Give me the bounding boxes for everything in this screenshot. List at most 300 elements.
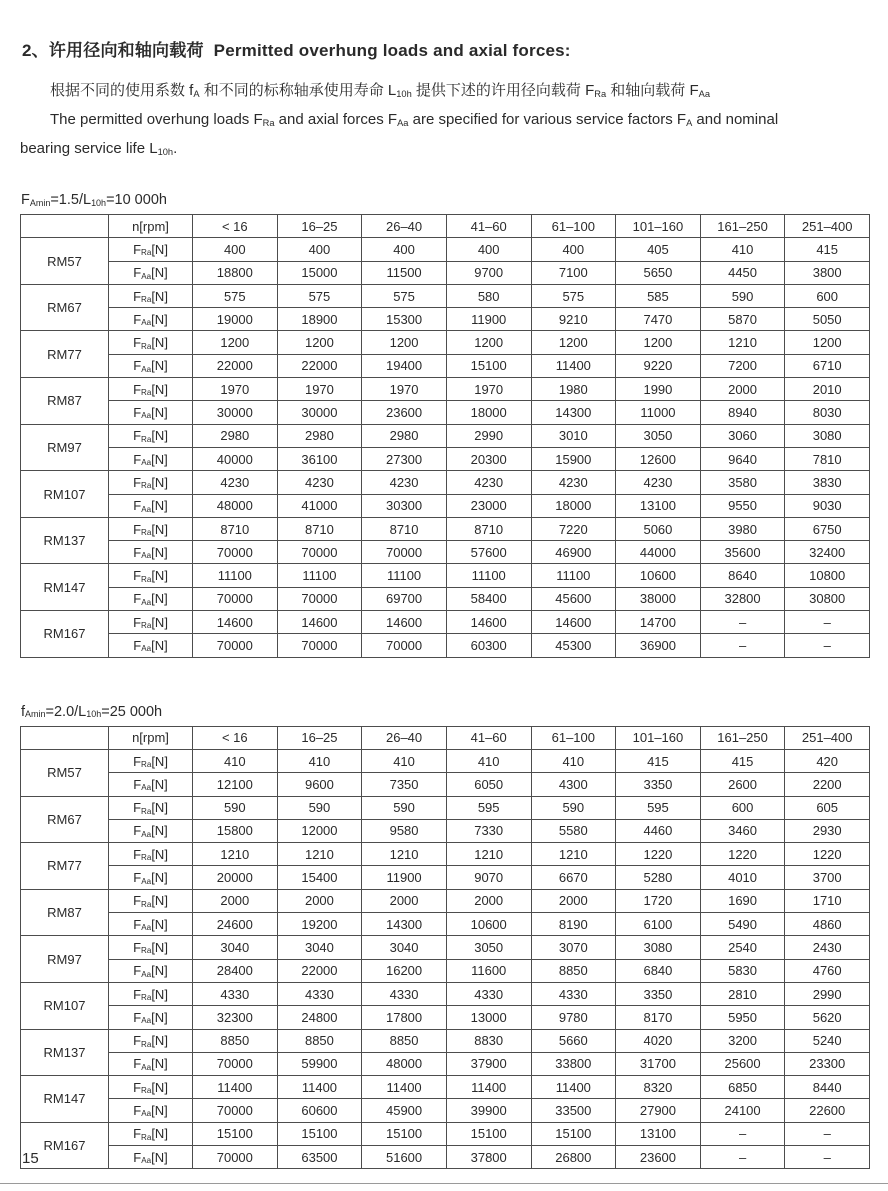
fra-value-cell: 1720 [616,889,701,912]
faa-value-cell: 9640 [700,447,785,470]
faa-value-cell: 15100 [446,354,531,377]
fra-value-cell: 8850 [277,1029,362,1052]
fra-value-cell: 3060 [700,424,785,447]
column-header: 26–40 [362,726,447,749]
page-title-zh: 2、许用径向和轴向载荷 [22,41,204,60]
faa-value-cell: 27300 [362,447,447,470]
faa-value-cell: 4450 [700,261,785,284]
fra-value-cell: 7220 [531,517,616,540]
fra-value-cell: – [785,1122,870,1145]
fra-value-cell: 3080 [616,936,701,959]
faa-value-cell: 8940 [700,401,785,424]
column-header: 161–250 [700,726,785,749]
faa-value-cell: 23300 [785,1052,870,1075]
fra-value-cell: 4330 [446,982,531,1005]
page-title-en: Permitted overhung loads and axial forces: [213,41,571,60]
fra-value-cell: 15100 [277,1122,362,1145]
faa-value-cell: 19000 [193,308,278,331]
fra-value-cell: 3040 [362,936,447,959]
fra-value-cell: 1710 [785,889,870,912]
fra-value-cell: 14700 [616,611,701,634]
fra-value-cell: 8710 [193,517,278,540]
column-header: < 16 [193,726,278,749]
faa-value-cell: 25600 [700,1052,785,1075]
faa-value-cell: 26800 [531,1145,616,1168]
table-row-fra [21,982,870,1005]
column-header: 16–25 [277,726,362,749]
faa-value-cell: 3800 [785,261,870,284]
fra-value-cell: 13100 [616,1122,701,1145]
faa-value-cell: 70000 [277,587,362,610]
faa-value-cell: 17800 [362,1006,447,1029]
model-cell: RM67 [21,796,109,843]
fra-value-cell: 1200 [277,331,362,354]
faa-value-cell: 3460 [700,819,785,842]
faa-row-label: $F_{Aa}[N]$ [109,261,193,284]
faa-value-cell: 19200 [277,913,362,936]
fra-row-label: $F_{Ra}[N]$ [109,1122,193,1145]
faa-value-cell: 36900 [616,634,701,657]
fra-row-label: $F_{Ra}[N]$ [109,284,193,307]
fra-value-cell: 1210 [277,843,362,866]
faa-value-cell: 6670 [531,866,616,889]
faa-value-cell: 10600 [446,913,531,936]
footer-rule [0,1183,888,1184]
table-row-faa [21,866,870,889]
fra-value-cell: – [785,611,870,634]
faa-value-cell: 22000 [193,354,278,377]
faa-value-cell: 8190 [531,913,616,936]
faa-row-label: $F_{Aa}[N]$ [109,773,193,796]
table-row-faa [21,1145,870,1168]
faa-value-cell: 31700 [616,1052,701,1075]
faa-value-cell: 46900 [531,541,616,564]
table-row-faa [21,773,870,796]
fra-value-cell: 11400 [277,1076,362,1099]
fra-value-cell: 4230 [277,471,362,494]
faa-value-cell: 40000 [193,447,278,470]
fra-value-cell: 4230 [193,471,278,494]
table-row-faa [21,634,870,657]
fra-value-cell: 585 [616,284,701,307]
fra-value-cell: 415 [785,238,870,261]
faa-value-cell: 32300 [193,1006,278,1029]
faa-value-cell: 11400 [531,354,616,377]
column-header: 101–160 [616,726,701,749]
faa-value-cell: 59900 [277,1052,362,1075]
fra-value-cell: 2990 [785,982,870,1005]
table-row-faa [21,354,870,377]
fra-value-cell: 590 [700,284,785,307]
fra-row-label: $F_{Ra}[N]$ [109,331,193,354]
fra-value-cell: 1200 [362,331,447,354]
faa-value-cell: 5830 [700,959,785,982]
faa-value-cell: 4860 [785,913,870,936]
table-row-fra [21,238,870,261]
fra-value-cell: 415 [700,749,785,772]
faa-value-cell: 4010 [700,866,785,889]
fra-value-cell: 10800 [785,564,870,587]
fra-value-cell: 11400 [531,1076,616,1099]
column-header: 161–250 [700,215,785,238]
column-header: 26–40 [362,215,447,238]
faa-value-cell: 38000 [616,587,701,610]
fra-value-cell: 575 [531,284,616,307]
faa-value-cell: 9600 [277,773,362,796]
table-row-faa [21,261,870,284]
faa-row-label: $F_{Aa}[N]$ [109,1052,193,1075]
fra-value-cell: 14600 [446,611,531,634]
table-row-faa [21,1052,870,1075]
faa-value-cell: 2200 [785,773,870,796]
model-cell: RM167 [21,611,109,658]
table-row-fra [21,749,870,772]
fra-value-cell: 4020 [616,1029,701,1052]
faa-row-label: $F_{Aa}[N]$ [109,587,193,610]
fra-value-cell: 8850 [362,1029,447,1052]
faa-value-cell: 22000 [277,354,362,377]
faa-value-cell: 70000 [193,587,278,610]
faa-value-cell: 14300 [362,913,447,936]
model-cell: RM77 [21,843,109,890]
faa-value-cell: 9220 [616,354,701,377]
faa-value-cell: 7200 [700,354,785,377]
faa-value-cell: 70000 [362,541,447,564]
load-table [20,726,870,1170]
fra-value-cell: 11100 [362,564,447,587]
fra-value-cell: 575 [277,284,362,307]
faa-value-cell: 18000 [531,494,616,517]
corner-cell [21,726,109,749]
faa-value-cell: 18800 [193,261,278,284]
faa-value-cell: 36100 [277,447,362,470]
fra-value-cell: 1200 [785,331,870,354]
column-header: n[rpm] [109,215,193,238]
model-cell: RM57 [21,749,109,796]
table-row-fra [21,517,870,540]
column-header: 41–60 [446,726,531,749]
table-row-fra [21,1029,870,1052]
fra-value-cell: 1210 [700,331,785,354]
table-row-fra [21,796,870,819]
faa-value-cell: 7100 [531,261,616,284]
model-cell: RM67 [21,284,109,331]
fra-value-cell: 3070 [531,936,616,959]
fra-value-cell: 3580 [700,471,785,494]
faa-value-cell: 3700 [785,866,870,889]
faa-row-label: $F_{Aa}[N]$ [109,913,193,936]
fra-value-cell: 580 [446,284,531,307]
model-cell: RM107 [21,471,109,518]
fra-value-cell: 11400 [193,1076,278,1099]
table-row-fra [21,424,870,447]
faa-value-cell: 70000 [277,541,362,564]
fra-value-cell: 5660 [531,1029,616,1052]
fra-value-cell: 11100 [446,564,531,587]
faa-value-cell: 15900 [531,447,616,470]
faa-value-cell: 13100 [616,494,701,517]
fra-value-cell: 10600 [616,564,701,587]
fra-value-cell: 410 [446,749,531,772]
faa-value-cell: 63500 [277,1145,362,1168]
model-cell: RM107 [21,982,109,1029]
faa-value-cell: 39900 [446,1099,531,1122]
table-header-row [21,726,870,749]
faa-value-cell: 18900 [277,308,362,331]
model-cell: RM167 [21,1122,109,1169]
faa-value-cell: 32400 [785,541,870,564]
faa-value-cell: 70000 [193,634,278,657]
fra-value-cell: 600 [785,284,870,307]
fra-value-cell: 590 [362,796,447,819]
fra-value-cell: 15100 [531,1122,616,1145]
load-table [20,214,870,658]
faa-value-cell: 7350 [362,773,447,796]
fra-value-cell: 1970 [446,378,531,401]
fra-value-cell: 11400 [446,1076,531,1099]
fra-value-cell: 410 [362,749,447,772]
faa-value-cell: 58400 [446,587,531,610]
fra-value-cell: 415 [616,749,701,772]
fra-value-cell: 2990 [446,424,531,447]
page-number: 15 [22,1150,39,1167]
faa-value-cell: 24600 [193,913,278,936]
fra-value-cell: 4230 [531,471,616,494]
faa-value-cell: 22600 [785,1099,870,1122]
table-1-container [20,214,870,658]
table-row-faa [21,1006,870,1029]
fra-value-cell: 8710 [277,517,362,540]
fra-value-cell: 410 [277,749,362,772]
faa-value-cell: 22000 [277,959,362,982]
fra-row-label: $F_{Ra}[N]$ [109,796,193,819]
faa-value-cell: 5490 [700,913,785,936]
faa-value-cell: 48000 [193,494,278,517]
fra-row-label: $F_{Ra}[N]$ [109,517,193,540]
faa-value-cell: 2600 [700,773,785,796]
fra-row-label: $F_{Ra}[N]$ [109,1029,193,1052]
fra-value-cell: 4330 [531,982,616,1005]
fra-value-cell: 1200 [616,331,701,354]
table-2-container [20,726,870,1170]
fra-value-cell: 2000 [700,378,785,401]
fra-value-cell: 1690 [700,889,785,912]
fra-value-cell: – [700,611,785,634]
fra-value-cell: 14600 [277,611,362,634]
faa-value-cell: 69700 [362,587,447,610]
faa-value-cell: 23000 [446,494,531,517]
fra-value-cell: 2980 [362,424,447,447]
fra-value-cell: 590 [193,796,278,819]
faa-value-cell: 11000 [616,401,701,424]
faa-value-cell: 51600 [362,1145,447,1168]
intro-paragraph-en-line1: The permitted overhung loads $F_{Ra}$ and axial forces $F_{Aa}$ are specified for various service factors $F_A$ and nominal [50,111,779,128]
fra-value-cell: 3050 [616,424,701,447]
fra-value-cell: 8320 [616,1076,701,1099]
faa-value-cell: 15000 [277,261,362,284]
faa-value-cell: 41000 [277,494,362,517]
faa-value-cell: 48000 [362,1052,447,1075]
fra-value-cell: 14600 [362,611,447,634]
column-header: 41–60 [446,215,531,238]
faa-value-cell: – [700,634,785,657]
faa-value-cell: 11900 [446,308,531,331]
faa-value-cell: 30000 [277,401,362,424]
faa-value-cell: 3350 [616,773,701,796]
fra-value-cell: 400 [446,238,531,261]
table-row-fra [21,564,870,587]
faa-value-cell: 45900 [362,1099,447,1122]
faa-value-cell: 9780 [531,1006,616,1029]
faa-value-cell: 7810 [785,447,870,470]
fra-value-cell: 405 [616,238,701,261]
faa-value-cell: 9550 [700,494,785,517]
faa-row-label: $F_{Aa}[N]$ [109,866,193,889]
intro-paragraph-en-line2: bearing service life $L_{10h}$. [20,140,178,157]
faa-value-cell: 33800 [531,1052,616,1075]
fra-value-cell: 8710 [362,517,447,540]
faa-value-cell: 7470 [616,308,701,331]
column-header: 101–160 [616,215,701,238]
table-row-faa [21,913,870,936]
faa-row-label: $F_{Aa}[N]$ [109,1145,193,1168]
fra-value-cell: 1220 [785,843,870,866]
fra-value-cell: 6750 [785,517,870,540]
faa-value-cell: 5650 [616,261,701,284]
fra-row-label: $F_{Ra}[N]$ [109,1076,193,1099]
fra-value-cell: 8850 [193,1029,278,1052]
fra-value-cell: 8440 [785,1076,870,1099]
table-row-fra [21,284,870,307]
column-header: 251–400 [785,215,870,238]
faa-value-cell: 5050 [785,308,870,331]
fra-value-cell: 3010 [531,424,616,447]
table-row-faa [21,587,870,610]
column-header: 251–400 [785,726,870,749]
fra-value-cell: 1200 [531,331,616,354]
fra-value-cell: 590 [277,796,362,819]
model-cell: RM147 [21,564,109,611]
faa-value-cell: – [785,1145,870,1168]
column-header: < 16 [193,215,278,238]
table-row-faa [21,819,870,842]
fra-value-cell: 4230 [616,471,701,494]
faa-value-cell: 6710 [785,354,870,377]
fra-value-cell: 2980 [193,424,278,447]
fra-value-cell: 3200 [700,1029,785,1052]
faa-value-cell: 27900 [616,1099,701,1122]
faa-value-cell: 6840 [616,959,701,982]
faa-value-cell: 19400 [362,354,447,377]
faa-value-cell: 18000 [446,401,531,424]
fra-value-cell: 15100 [193,1122,278,1145]
faa-value-cell: – [700,1145,785,1168]
fra-value-cell: 595 [616,796,701,819]
faa-value-cell: 11500 [362,261,447,284]
fra-value-cell: 1200 [193,331,278,354]
table-row-faa [21,494,870,517]
model-cell: RM137 [21,517,109,564]
faa-value-cell: 70000 [193,541,278,564]
model-cell: RM97 [21,936,109,983]
faa-value-cell: 60300 [446,634,531,657]
faa-value-cell: 12100 [193,773,278,796]
faa-row-label: $F_{Aa}[N]$ [109,308,193,331]
faa-value-cell: 4300 [531,773,616,796]
fra-value-cell: 1990 [616,378,701,401]
column-header: 61–100 [531,215,616,238]
table-row-fra [21,1122,870,1145]
fra-row-label: $F_{Ra}[N]$ [109,936,193,959]
fra-row-label: $F_{Ra}[N]$ [109,564,193,587]
fra-value-cell: 1210 [531,843,616,866]
faa-value-cell: 9030 [785,494,870,517]
fra-value-cell: 14600 [193,611,278,634]
faa-row-label: $F_{Aa}[N]$ [109,354,193,377]
faa-value-cell: 45300 [531,634,616,657]
faa-value-cell: 11600 [446,959,531,982]
faa-value-cell: 32800 [700,587,785,610]
fra-value-cell: 2000 [531,889,616,912]
faa-value-cell: 9210 [531,308,616,331]
faa-row-label: $F_{Aa}[N]$ [109,401,193,424]
column-header: 16–25 [277,215,362,238]
faa-row-label: $F_{Aa}[N]$ [109,959,193,982]
table-row-faa [21,308,870,331]
faa-row-label: $F_{Aa}[N]$ [109,447,193,470]
faa-row-label: $F_{Aa}[N]$ [109,634,193,657]
fra-value-cell: 575 [193,284,278,307]
page-title [22,36,870,61]
faa-value-cell: 37800 [446,1145,531,1168]
faa-value-cell: 14300 [531,401,616,424]
fra-row-label: $F_{Ra}[N]$ [109,238,193,261]
faa-value-cell: 70000 [193,1099,278,1122]
table-row-faa [21,401,870,424]
faa-row-label: $F_{Aa}[N]$ [109,494,193,517]
table-row-fra [21,331,870,354]
faa-row-label: $F_{Aa}[N]$ [109,819,193,842]
column-header: n[rpm] [109,726,193,749]
fra-value-cell: 1210 [193,843,278,866]
fra-value-cell: 1220 [616,843,701,866]
faa-value-cell: 33500 [531,1099,616,1122]
fra-value-cell: 2010 [785,378,870,401]
faa-value-cell: 37900 [446,1052,531,1075]
fra-value-cell: 1970 [277,378,362,401]
column-header: 61–100 [531,726,616,749]
fra-value-cell: 605 [785,796,870,819]
table-row-fra [21,936,870,959]
faa-value-cell: 4760 [785,959,870,982]
faa-value-cell: 15300 [362,308,447,331]
fra-value-cell: 4330 [193,982,278,1005]
fra-row-label: $F_{Ra}[N]$ [109,378,193,401]
fra-value-cell: 15100 [362,1122,447,1145]
fra-value-cell: 410 [700,238,785,261]
fra-row-label: $F_{Ra}[N]$ [109,611,193,634]
faa-value-cell: 5950 [700,1006,785,1029]
faa-value-cell: 45600 [531,587,616,610]
faa-value-cell: 8850 [531,959,616,982]
fra-value-cell: 400 [277,238,362,261]
fra-value-cell: 8640 [700,564,785,587]
fra-value-cell: 6850 [700,1076,785,1099]
fra-value-cell: 1980 [531,378,616,401]
faa-value-cell: 9580 [362,819,447,842]
fra-value-cell: 2000 [446,889,531,912]
faa-value-cell: 16200 [362,959,447,982]
